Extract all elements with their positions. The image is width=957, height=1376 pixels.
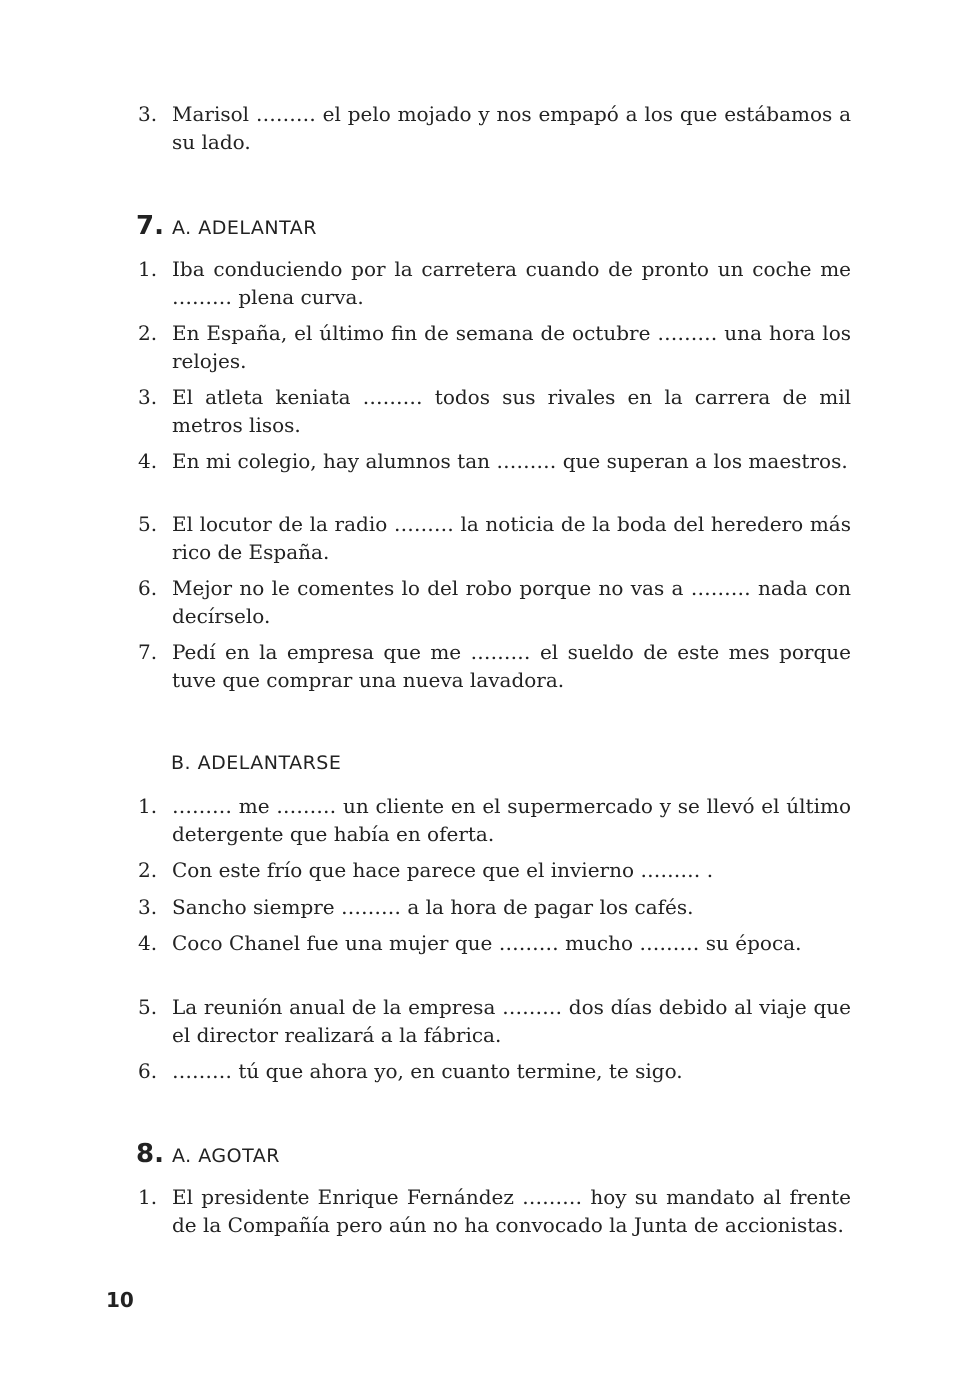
item-text: Coco Chanel fue una mujer que ……… mucho ……… su época.: [172, 931, 802, 955]
exercise-item: [138, 1184, 851, 1239]
item-text: El locutor de la radio ……… la noticia de la boda del heredero más rico de España.: [172, 512, 851, 564]
item-text: ……… tú que ahora yo, en cuanto termine, te sigo.: [172, 1059, 683, 1083]
item-text: El presidente Enrique Fernández ……… hoy su mandato al frente de la Compañía pero aún no ha convocado la Junta de accionistas.: [172, 1185, 851, 1237]
exercise-item: [138, 793, 851, 848]
exercise-item: [138, 930, 851, 958]
section-heading-8: [136, 1139, 280, 1169]
item-number: 4.: [138, 449, 158, 473]
item-number: 2.: [138, 858, 158, 882]
exercise-item: [138, 511, 851, 566]
section-number: 8.: [136, 1139, 164, 1169]
exercise-item: [138, 256, 851, 311]
item-number: 3.: [138, 895, 158, 919]
exercise-item: [138, 101, 851, 156]
section-number: 7.: [136, 211, 164, 241]
item-number: 1.: [138, 1185, 158, 1209]
item-text: La reunión anual de la empresa ……… dos días debido al viaje que el director realizará a la fábrica.: [172, 995, 851, 1047]
item-number: 1.: [138, 257, 158, 281]
item-text: El atleta keniata ……… todos sus rivales en la carrera de mil metros lisos.: [172, 385, 851, 437]
item-text: Mejor no le comentes lo del robo porque no vas a ……… nada con decírselo.: [172, 576, 851, 628]
item-text: Marisol ……… el pelo mojado y nos empapó a los que estábamos a su lado.: [172, 102, 851, 154]
item-number: 6.: [138, 576, 158, 600]
item-text: En mi colegio, hay alumnos tan ……… que superan a los maestros.: [172, 449, 848, 473]
exercise-item: [138, 994, 851, 1049]
exercise-item: [138, 639, 851, 694]
item-number: 7.: [138, 640, 158, 664]
item-number: 3.: [138, 102, 158, 126]
item-text: En España, el último fin de semana de octubre ……… una hora los relojes.: [172, 321, 851, 373]
exercise-item: [138, 575, 851, 630]
section-label: A. ADELANTAR: [172, 217, 317, 239]
page-number: 10: [106, 1288, 134, 1312]
exercise-item: [138, 320, 851, 375]
exercise-item: [138, 448, 851, 476]
section-heading-7: [136, 211, 317, 241]
exercise-item: [138, 894, 851, 922]
item-number: 2.: [138, 321, 158, 345]
item-number: 1.: [138, 794, 158, 818]
item-text: ……… me ……… un cliente en el supermercado y se llevó el último detergente que había en oferta.: [172, 794, 851, 846]
item-text: Con este frío que hace parece que el invierno ……… .: [172, 858, 714, 882]
subsection-heading: B. ADELANTARSE: [171, 752, 342, 774]
exercise-item: [138, 1058, 851, 1086]
item-number: 3.: [138, 385, 158, 409]
section-label: A. AGOTAR: [172, 1145, 280, 1167]
item-number: 5.: [138, 512, 158, 536]
item-text: Sancho siempre ……… a la hora de pagar los cafés.: [172, 895, 694, 919]
exercise-item: [138, 384, 851, 439]
exercise-item: [138, 857, 851, 885]
item-text: Pedí en la empresa que me ……… el sueldo de este mes porque tuve que comprar una nueva lavadora.: [172, 640, 851, 692]
item-text: Iba conduciendo por la carretera cuando de pronto un coche me ……… plena curva.: [172, 257, 851, 309]
item-number: 6.: [138, 1059, 158, 1083]
item-number: 4.: [138, 931, 158, 955]
item-number: 5.: [138, 995, 158, 1019]
